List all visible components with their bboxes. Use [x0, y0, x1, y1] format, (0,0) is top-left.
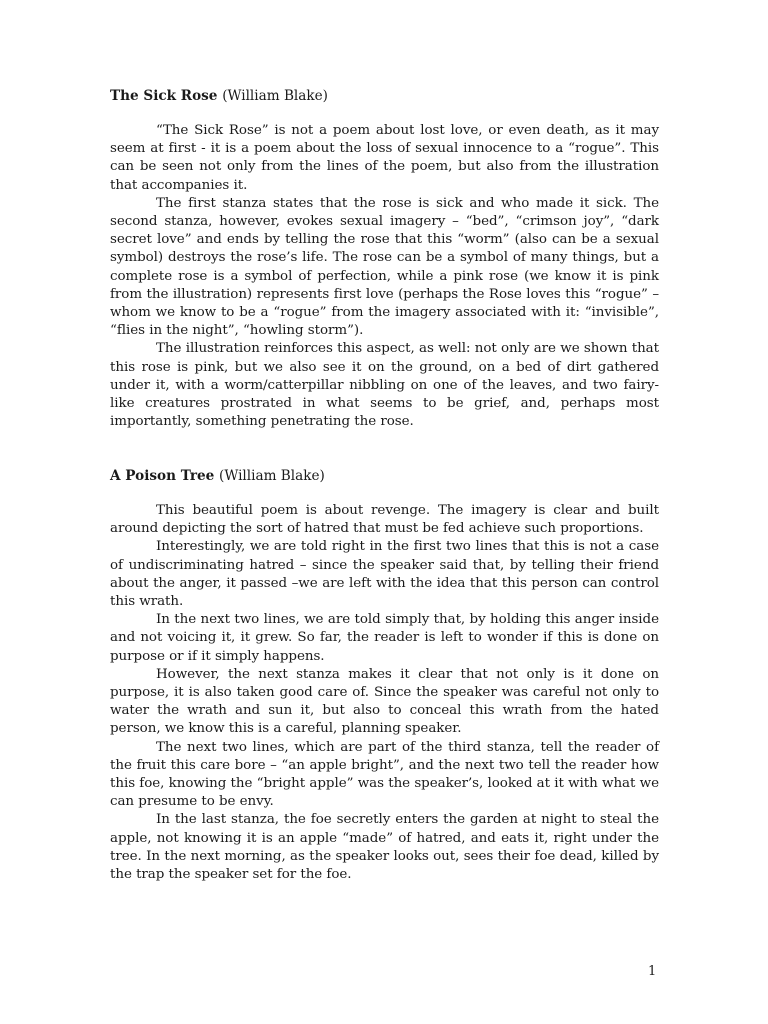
paragraph: This beautiful poem is about revenge. The imagery is clear and built around depicting the sort of hatred that must be fed achieve such proportions. — [110, 503, 659, 537]
page-number: 1 — [648, 964, 657, 979]
section-body — [110, 502, 659, 884]
paragraph: However, the next stanza makes it clear that not only is it done on purpose, it is also taken good care of. Since the speaker was careful not only to water the wrath and sun it, but also to conceal this wrath from the hated person, we know this is a careful, planning speaker. — [110, 666, 659, 737]
paragraph: The illustration reinforces this aspect, as well: not only are we shown that this rose is pink, but we also see it on the ground, on a bed of dirt gathered under it, with a worm/catterpillar nibbling on one of the leaves, and two fairy-like creatures prostrated in what seems to be grief, and, perhaps most importantly, something penetrating the rose. — [110, 341, 659, 430]
section-heading — [110, 467, 659, 485]
section-heading — [110, 87, 659, 105]
section-sick-rose — [110, 87, 659, 431]
paragraph: The next two lines, which are part of the third stanza, tell the reader of the fruit this care bore – “an apple bright”, and the next two tell the reader how this foe, knowing the “bright apple” was the speaker’s, looked at it with what we can presume to be envy. — [110, 739, 659, 810]
section-body — [110, 122, 659, 431]
poem-author: (William Blake) — [219, 468, 325, 484]
poem-title: The Sick Rose — [110, 88, 218, 104]
section-poison-tree — [110, 467, 659, 884]
poem-title: A Poison Tree — [110, 468, 215, 484]
paragraph: In the next two lines, we are told simply that, by holding this anger inside and not voicing it, it grew. So far, the reader is left to wonder if this is done on purpose or if it simply happens. — [110, 612, 659, 664]
poem-author: (William Blake) — [222, 88, 328, 104]
paragraph: Interestingly, we are told right in the first two lines that this is not a case of undiscriminating hatred – since the speaker said that, by telling their friend about the anger, it passed –we are left with the idea that this person can control this wrath. — [110, 539, 659, 610]
paragraph: The first stanza states that the rose is sick and who made it sick. The second stanza, however, evokes sexual imagery – “bed”, “crimson joy”, “dark secret love” and ends by telling the rose that this “worm” (also can be a sexual symbol) destroys the rose’s life. The rose can be a symbol of many things, but a complete rose is a symbol of perfection, while a pink rose (we know it is pink from the illustration) represents first love (perhaps the Rose loves this “rogue” – whom we know to be a “rogue” from the imagery associated with it: “invisible”, “flies in the night”, “howling storm”). — [110, 195, 659, 339]
paragraph: “The Sick Rose” is not a poem about lost love, or even death, as it may seem at first - it is a poem about the loss of sexual innocence to a “rogue”. This can be seen not only from the lines of the poem, but also from the illustration that accompanies it. — [110, 123, 659, 193]
paragraph: In the last stanza, the foe secretly enters the garden at night to steal the apple, not knowing it is an apple “made” of hatred, and eats it, right under the tree. In the next morning, as the speaker looks out, sees their foe dead, killed by the trap the speaker set for the foe. — [110, 812, 659, 883]
